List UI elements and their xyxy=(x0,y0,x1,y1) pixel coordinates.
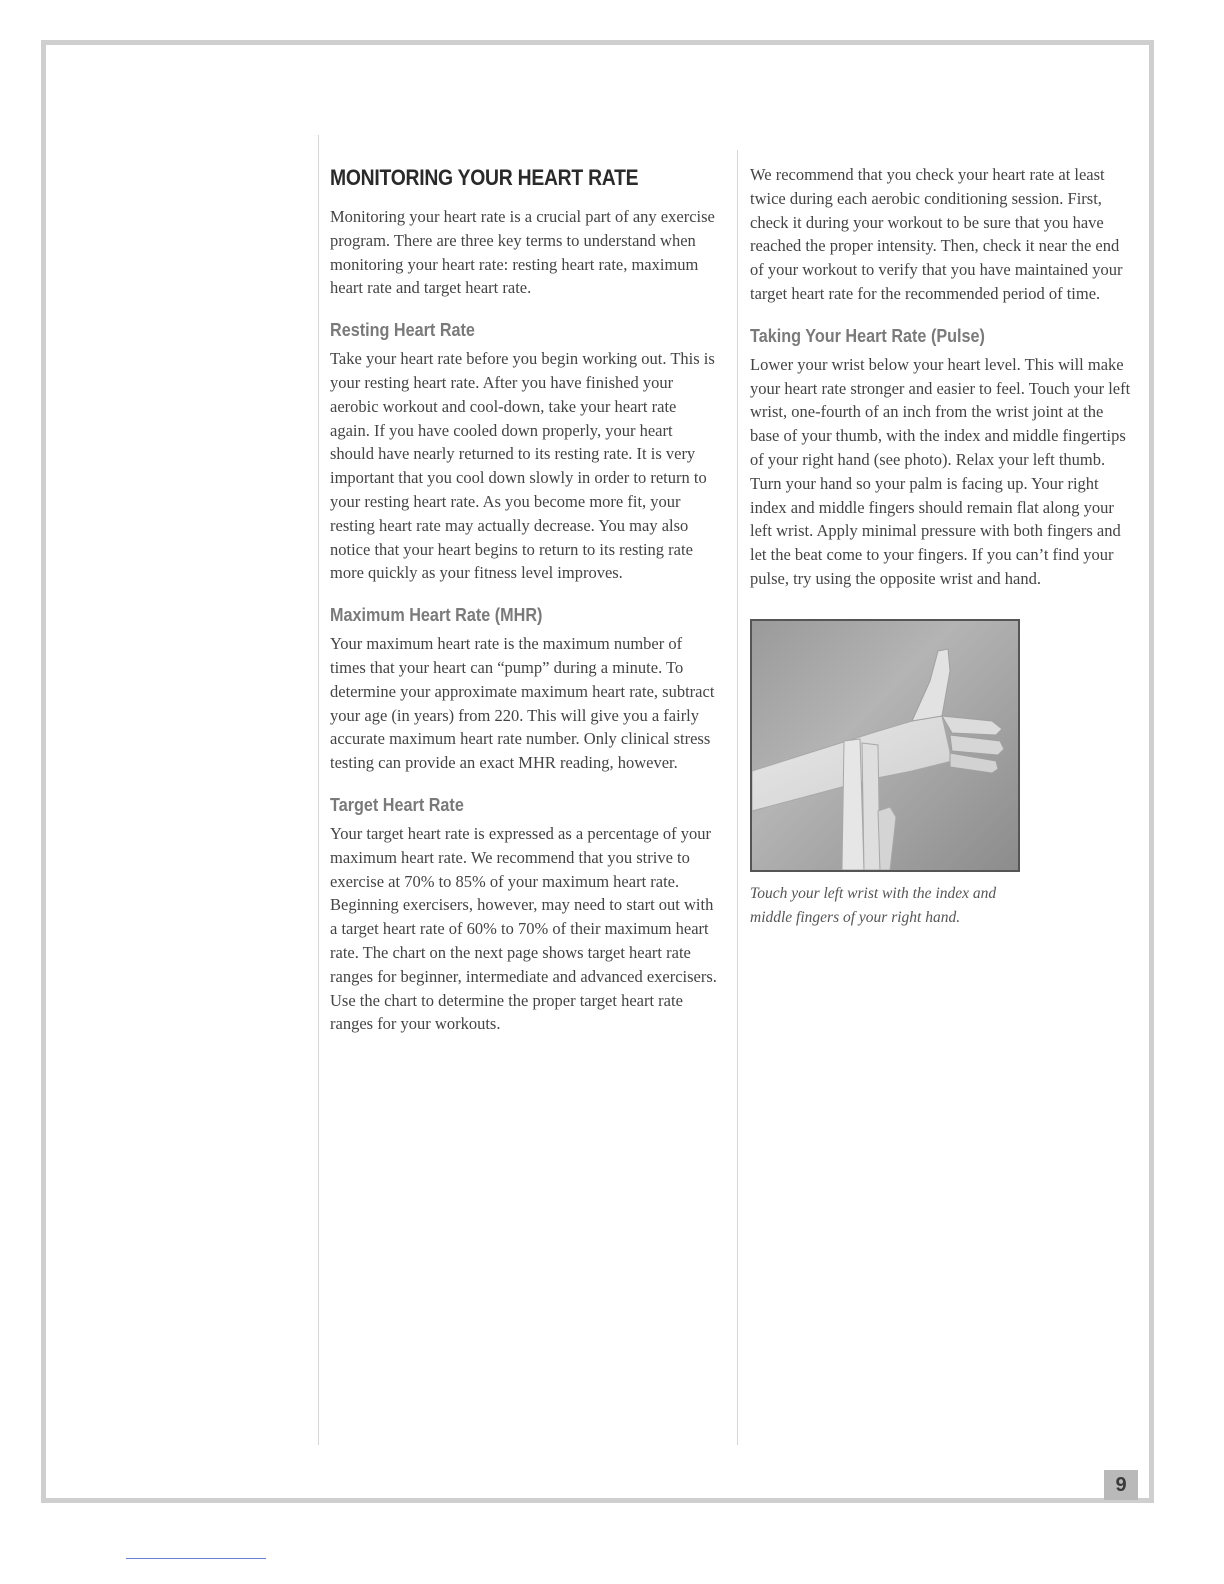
right-column xyxy=(750,165,1135,930)
recommendation-paragraph: We recommend that you check your heart rate at least twice during each aerobic conditioning session. First, check it during your workout to be sure that you have reached the proper intensity. Then, check it near the end of your workout to verify that you have maintained your target heart rate for the recommended period of time. xyxy=(750,165,1123,303)
left-column-rule xyxy=(318,135,319,1445)
left-column xyxy=(330,165,720,1056)
hand-illustration-icon xyxy=(752,621,1018,870)
maximum-heart-rate-text: Your maximum heart rate is the maximum number of times that your heart can “pump” during a minute. To determine your approximate maximum heart rate, subtract your age (in years) from 220. This will give you a fairly accurate maximum heart rate number. Only clinical stress testing can provide an exact MHR reading, however. xyxy=(330,634,715,773)
right-column-rule xyxy=(737,150,738,1445)
intro-paragraph: Monitoring your heart rate is a crucial part of any exercise program. There are three key terms to understand when monitoring your heart rate: resting heart rate, maximum heart rate and target heart rate. xyxy=(330,207,715,298)
page-number: 9 xyxy=(1104,1470,1138,1500)
target-heart-rate-heading: Target Heart Rate xyxy=(330,794,464,815)
target-heart-rate-text: Your target heart rate is expressed as a percentage of your maximum heart rate. We recommend that you strive to exercise at 70% to 85% of your maximum heart rate. Beginning exercisers, however, may need to start out with a target heart rate of 60% to 70% of their maximum heart rate. The chart on the next page shows target heart rate ranges for beginner, intermediate and advanced exercisers. Use the chart to determine the proper target heart rate ranges for your workouts. xyxy=(330,823,717,1034)
taking-pulse-heading: Taking Your Heart Rate (Pulse) xyxy=(750,325,985,346)
resting-heart-rate-heading: Resting Heart Rate xyxy=(330,320,475,341)
bottom-decorative-line xyxy=(126,1558,266,1559)
maximum-heart-rate-heading: Maximum Heart Rate (MHR) xyxy=(330,605,543,626)
page-title: MONITORING YOUR HEART RATE xyxy=(330,165,639,190)
resting-heart-rate-text: Take your heart rate before you begin working out. This is your resting heart rate. After you have finished your aerobic workout and cool-down, take your heart rate again. If you have cooled down properly, your heart should have nearly returned to its resting rate. It is very important that you cool down slowly in order to return to your resting heart rate. As you become more fit, your resting heart rate may actually decrease. You may also notice that your heart begins to return to its resting rate more quickly as your fitness level improves. xyxy=(330,349,715,583)
photo-caption: Touch your left wrist with the index and middle fingers of your right hand. xyxy=(750,884,997,926)
taking-pulse-text: Lower your wrist below your heart level. This will make your heart rate stronger and easier to feel. Touch your left wrist, one-fourth of an inch from the wrist joint at the base of your thumb, with the index and middle fingertips of your right hand (see photo). Relax your left thumb. Turn your hand so your palm is facing up. Your right index and middle fingers should remain flat along your left wrist. Apply minimal pressure with both fingers and let the beat come to your fingers. If you can’t find your pulse, try using the opposite wrist and hand. xyxy=(750,354,1131,588)
wrist-pulse-photo xyxy=(750,619,1020,872)
